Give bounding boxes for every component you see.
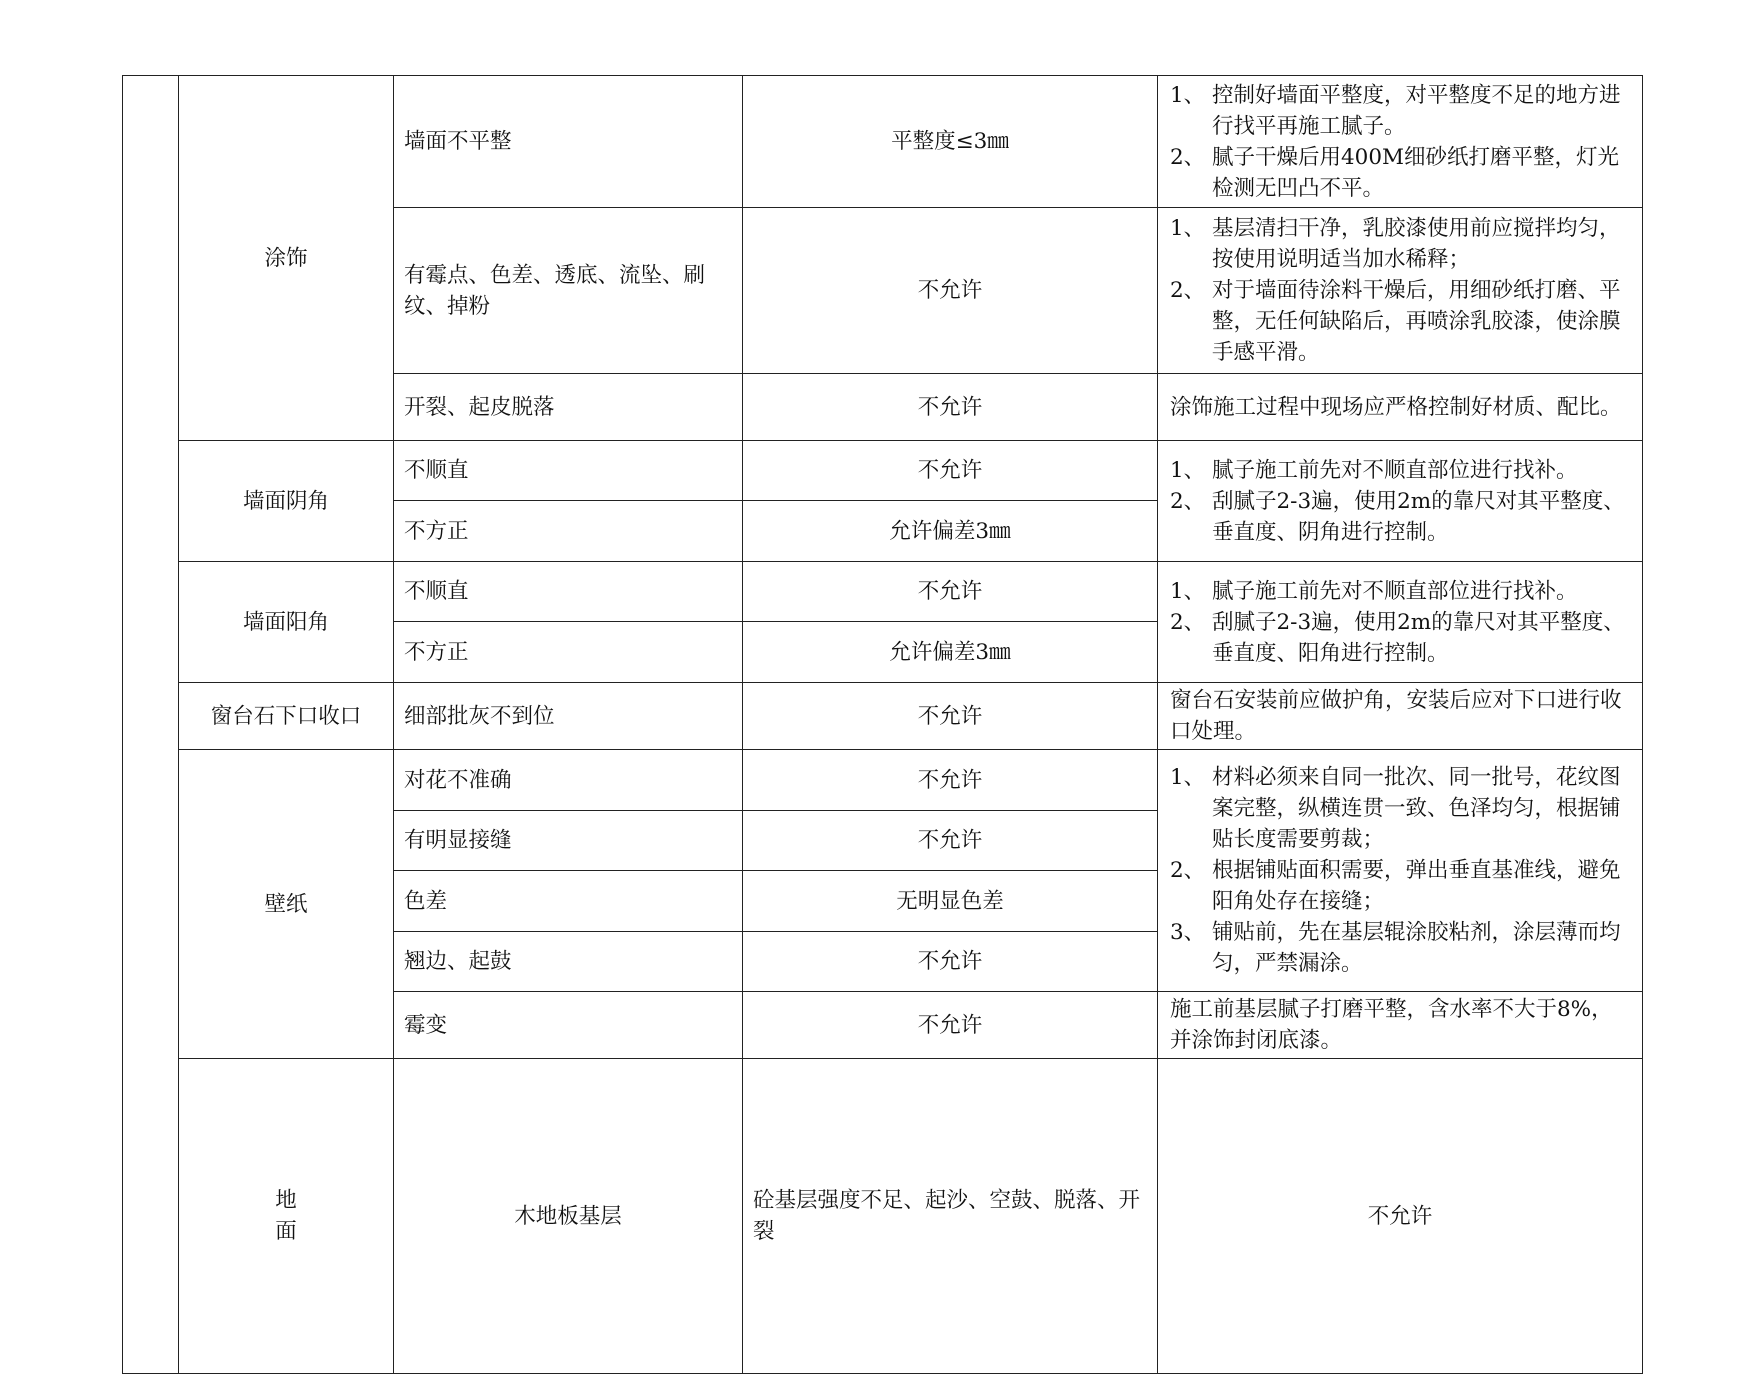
subcategory-cell: 窗台石下口收口: [179, 683, 394, 750]
standard-cell: 不允许: [743, 932, 1158, 992]
item-cell: 开裂、起皮脱落: [394, 374, 743, 441]
item-cell: 不顺直: [394, 441, 743, 501]
table-row: [123, 683, 1643, 750]
item-cell: 不顺直: [394, 562, 743, 622]
subcategory-cell: 墙面阳角: [179, 562, 394, 683]
measure-cell: [1158, 750, 1643, 992]
measure-cell: [1158, 562, 1643, 683]
standard-cell: 不允许: [743, 441, 1158, 501]
measure-cell: [1158, 76, 1643, 208]
standard-cell: 无明显色差: [743, 871, 1158, 932]
list-item: 2、 对于墙面待涂料干燥后，用细砂纸打磨、平整，无任何缺陷后，再喷涂乳胶漆，使涂膜手感平滑。: [1170, 278, 1621, 365]
list-item: 3、 铺贴前，先在基层辊涂胶粘剂，涂层薄而均匀，严禁漏涂。: [1170, 920, 1621, 976]
standard-cell: 不允许: [743, 374, 1158, 441]
item-cell: 不方正: [394, 622, 743, 683]
standard-cell: 不允许: [743, 562, 1158, 622]
list-item: 1、 材料必须来自同一批次、同一批号，花纹图案完整，纵横连贯一致、色泽均匀，根据铺贴长度需要剪裁；: [1170, 765, 1621, 852]
item-cell: 色差: [394, 871, 743, 932]
standard-cell: 平整度≤3㎜: [743, 76, 1158, 208]
item-cell: 翘边、起鼓: [394, 932, 743, 992]
item-cell: 有霉点、色差、透底、流坠、刷纹、掉粉: [394, 208, 743, 374]
list-item: 1、 腻子施工前先对不顺直部位进行找补。: [1170, 578, 1578, 604]
item-cell: 墙面不平整: [394, 76, 743, 208]
standard-cell: 不允许: [743, 992, 1158, 1059]
item-cell: 对花不准确: [394, 750, 743, 811]
table-row: [123, 562, 1643, 622]
standard-cell: 不允许: [743, 750, 1158, 811]
category-cell-floor: 地面: [179, 1059, 394, 1374]
subcategory-cell: 木地板基层: [394, 1059, 743, 1374]
measure-cell: 施工前基层腻子打磨平整，含水率不大于8%，并涂饰封闭底漆。: [1158, 992, 1643, 1059]
list-item: 2、 腻子干燥后用400M细砂纸打磨平整，灯光检测无凹凸不平。: [1170, 144, 1620, 201]
item-cell: 砼基层强度不足、起沙、空鼓、脱落、开裂: [743, 1059, 1158, 1374]
table-row: [123, 76, 1643, 208]
list-item: 2、 刮腻子2-3遍，使用2m的靠尺对其平整度、垂直度、阴角进行控制。: [1170, 488, 1625, 545]
list-item: 1、 腻子施工前先对不顺直部位进行找补。: [1170, 457, 1578, 483]
measure-cell: [1158, 441, 1643, 562]
table-row: [123, 1059, 1643, 1374]
subcategory-cell: 壁纸: [179, 750, 394, 1059]
standard-cell: 不允许: [743, 683, 1158, 750]
quality-standard-table: [122, 75, 1643, 1374]
subcategory-cell: 墙面阴角: [179, 441, 394, 562]
item-cell: 霉变: [394, 992, 743, 1059]
standard-cell: 允许偏差3㎜: [743, 622, 1158, 683]
item-cell: 有明显接缝: [394, 811, 743, 871]
item-cell: 细部批灰不到位: [394, 683, 743, 750]
list-item: 1、 基层清扫干净，乳胶漆使用前应搅拌均匀，按使用说明适当加水稀释；: [1170, 216, 1621, 272]
standard-cell: 不允许: [1158, 1059, 1643, 1374]
item-cell: 不方正: [394, 501, 743, 562]
list-item: 1、 控制好墙面平整度，对平整度不足的地方进行找平再施工腻子。: [1170, 82, 1621, 139]
list-item: 2、 根据铺贴面积需要，弹出垂直基准线，避免阳角处存在接缝；: [1170, 858, 1621, 914]
table-row: [123, 441, 1643, 501]
table-row: [123, 750, 1643, 811]
standard-cell: 允许偏差3㎜: [743, 501, 1158, 562]
standard-cell: 不允许: [743, 208, 1158, 374]
measure-cell: 涂饰施工过程中现场应严格控制好材质、配比。: [1158, 374, 1643, 441]
measure-cell: [1158, 208, 1643, 374]
list-item: 2、 刮腻子2-3遍，使用2m的靠尺对其平整度、垂直度、阳角进行控制。: [1170, 609, 1625, 666]
subcategory-cell: 涂饰: [179, 76, 394, 441]
measure-cell: 窗台石安装前应做护角，安装后应对下口进行收口处理。: [1158, 683, 1643, 750]
category-cell-wall: [123, 76, 179, 1374]
standard-cell: 不允许: [743, 811, 1158, 871]
